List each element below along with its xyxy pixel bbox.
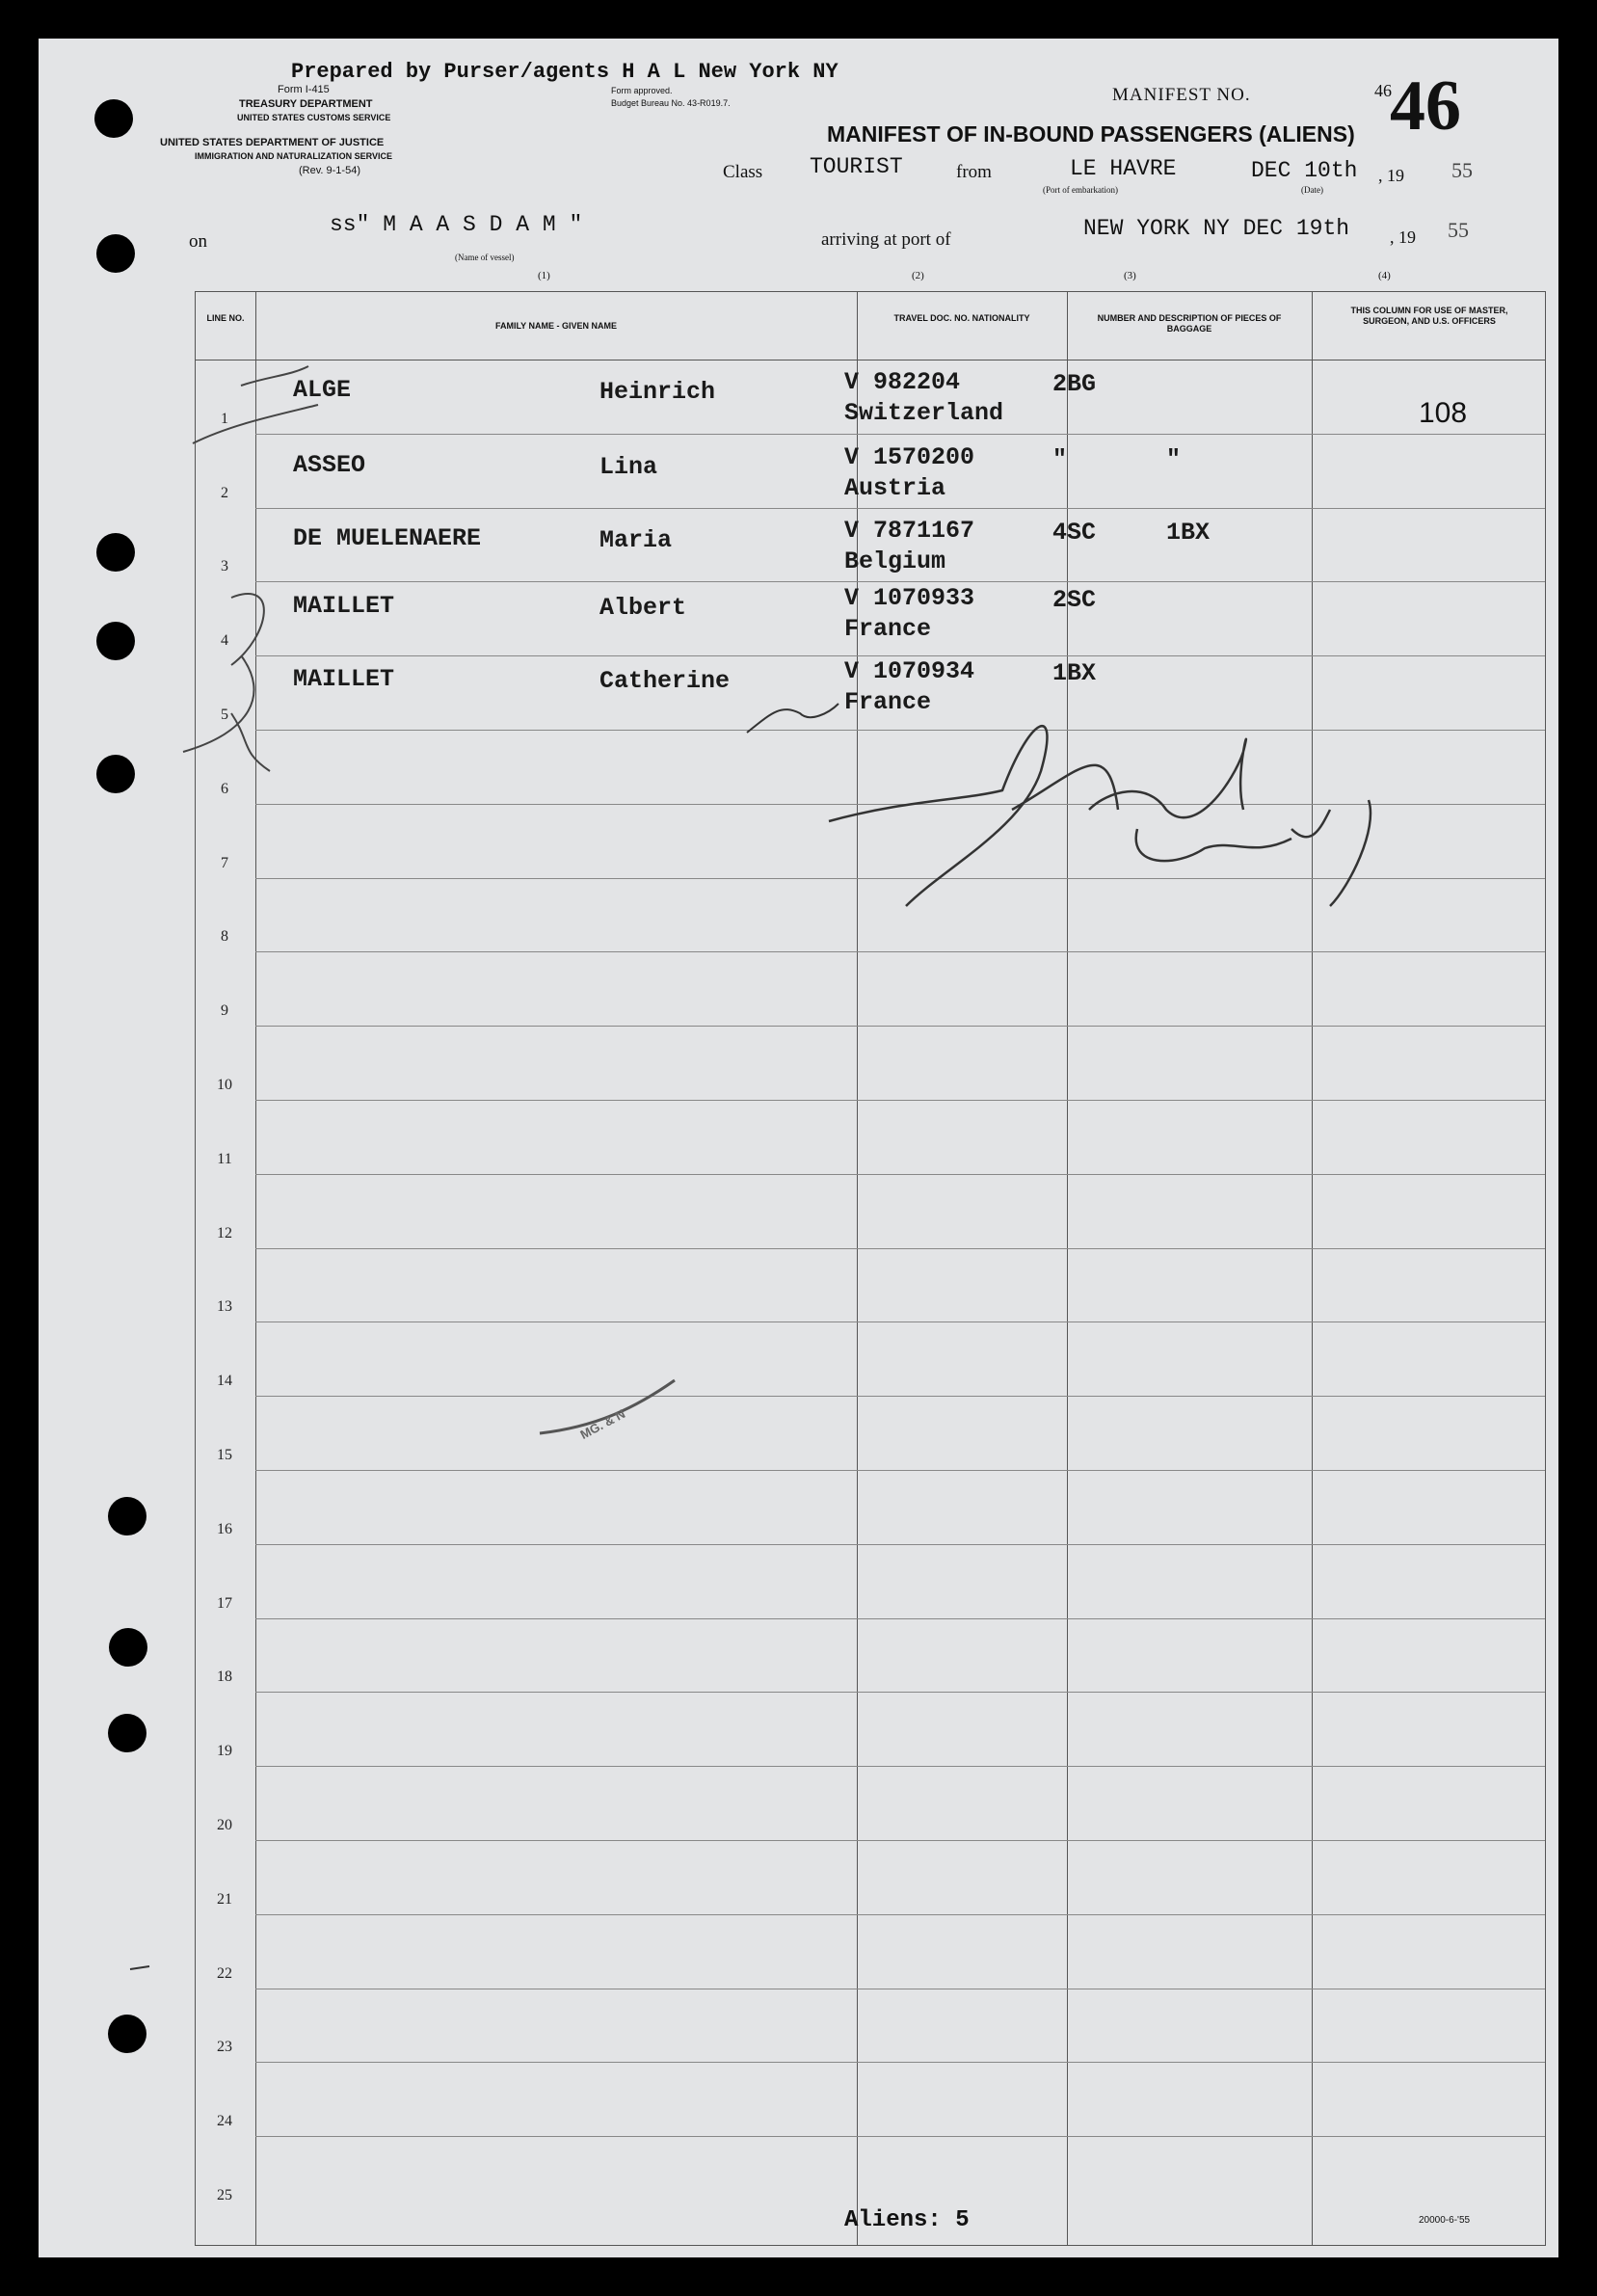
manifest-title: MANIFEST OF IN-BOUND PASSENGERS (ALIENS) bbox=[827, 121, 1355, 147]
line-number: 1 bbox=[221, 410, 228, 427]
given-name: Catherine bbox=[599, 667, 731, 695]
signature bbox=[829, 726, 1371, 906]
nationality: Switzerland bbox=[844, 399, 1004, 427]
arrival-year-prefix: , 19 bbox=[1390, 227, 1416, 247]
line-number: 13 bbox=[217, 1298, 232, 1316]
officer-note: 108 bbox=[1419, 397, 1468, 429]
department-of-justice: UNITED STATES DEPARTMENT OF JUSTICE bbox=[160, 137, 385, 148]
line-number: 19 bbox=[217, 1743, 232, 1760]
line-number: 14 bbox=[217, 1373, 232, 1390]
line-number: 12 bbox=[217, 1224, 232, 1241]
line-number: 16 bbox=[217, 1520, 232, 1537]
family-name: DE MUELENAERE bbox=[293, 524, 482, 552]
customs-service: UNITED STATES CUSTOMS SERVICE bbox=[237, 113, 391, 122]
line-number: 3 bbox=[221, 558, 228, 575]
family-name: ASSEO bbox=[293, 451, 366, 479]
baggage-count: " bbox=[1052, 445, 1068, 473]
pen-mark bbox=[130, 1966, 149, 1969]
line-number: 11 bbox=[217, 1150, 232, 1167]
port-caption: (Port of embarkation) bbox=[1043, 185, 1118, 195]
header-baggage: NUMBER AND DESCRIPTION OF PIECES OF BAGGAGE bbox=[1097, 313, 1282, 334]
line-number: 23 bbox=[217, 2039, 232, 2056]
handwritten-tick bbox=[747, 704, 838, 733]
prepared-by: Prepared by Purser/agents H A L New York NY bbox=[291, 60, 838, 84]
print-code: 20000-6-'55 bbox=[1419, 2215, 1471, 2226]
column-number-4: (4) bbox=[1378, 270, 1391, 281]
class-value: TOURIST bbox=[810, 154, 903, 179]
treasury-department: TREASURY DEPARTMENT bbox=[239, 98, 373, 110]
line-number: 21 bbox=[217, 1890, 232, 1908]
given-name: Lina bbox=[599, 453, 658, 481]
manifest-sheet bbox=[39, 39, 1558, 2257]
nationality: France bbox=[844, 615, 932, 643]
bracket-mark bbox=[183, 366, 318, 771]
header-line-no: LINE NO. bbox=[206, 313, 245, 323]
form-number: Form I-415 bbox=[278, 84, 330, 95]
column-number-1: (1) bbox=[538, 270, 550, 281]
manifest-no-stamp: 46 bbox=[1390, 67, 1461, 146]
line-number: 7 bbox=[221, 854, 228, 871]
date-value: DEC 10th bbox=[1251, 158, 1358, 183]
travel-doc-number: V 1070933 bbox=[844, 584, 975, 612]
family-name: MAILLET bbox=[293, 592, 395, 620]
line-number: 15 bbox=[217, 1447, 232, 1463]
line-number: 8 bbox=[221, 928, 228, 946]
line-number: 22 bbox=[217, 1964, 232, 1982]
baggage-count: 4SC bbox=[1052, 519, 1097, 547]
line-number: 6 bbox=[221, 780, 228, 797]
vessel-value: ss" M A A S D A M " bbox=[330, 212, 583, 237]
baggage-count: 2SC bbox=[1052, 586, 1097, 614]
nationality: France bbox=[844, 688, 932, 716]
given-name: Albert bbox=[599, 594, 687, 622]
given-name: Maria bbox=[599, 526, 673, 554]
date-caption: (Date) bbox=[1301, 185, 1323, 195]
line-number: 25 bbox=[217, 2187, 232, 2203]
travel-doc-number: V 7871167 bbox=[844, 517, 975, 545]
family-name: ALGE bbox=[293, 376, 352, 404]
nationality: Austria bbox=[844, 474, 946, 502]
baggage-count: 2BG bbox=[1052, 370, 1097, 398]
line-number: 20 bbox=[217, 1817, 232, 1833]
column-number-2: (2) bbox=[912, 270, 924, 281]
line-number: 4 bbox=[221, 632, 228, 650]
line-number: 24 bbox=[217, 2113, 232, 2130]
handwritten-marks bbox=[39, 39, 1558, 2257]
line-number: 18 bbox=[217, 1669, 232, 1686]
header-name: FAMILY NAME - GIVEN NAME bbox=[494, 321, 617, 331]
vessel-caption: (Name of vessel) bbox=[455, 253, 515, 262]
arriving-label: arriving at port of bbox=[821, 229, 951, 250]
line-number: 10 bbox=[217, 1077, 232, 1093]
manifest-no-small: 46 bbox=[1374, 81, 1392, 100]
class-label: Class bbox=[723, 162, 763, 182]
family-name: MAILLET bbox=[293, 665, 395, 693]
travel-doc-number: V 1570200 bbox=[844, 443, 975, 471]
line-number: 9 bbox=[221, 1002, 228, 1020]
baggage-count-extra: 1BX bbox=[1166, 519, 1211, 547]
immigration-service: IMMIGRATION AND NATURALIZATION SERVICE bbox=[195, 151, 392, 161]
on-label: on bbox=[189, 231, 207, 252]
aliens-total: Aliens: 5 bbox=[844, 2207, 970, 2233]
from-label: from bbox=[956, 162, 992, 182]
header-travel-doc: TRAVEL DOC. NO. NATIONALITY bbox=[893, 313, 1030, 323]
year-value: 55 bbox=[1451, 158, 1473, 182]
line-number: 17 bbox=[217, 1594, 232, 1612]
baggage-count: 1BX bbox=[1052, 659, 1097, 687]
manifest-no-label: MANIFEST NO. bbox=[1112, 85, 1251, 105]
embossed-stamp: MG. & N bbox=[577, 1406, 628, 1442]
given-name: Heinrich bbox=[599, 378, 716, 406]
port-value: LE HAVRE bbox=[1070, 156, 1177, 181]
travel-doc-number: V 982204 bbox=[844, 368, 961, 396]
form-approved: Form approved. bbox=[611, 86, 673, 95]
budget-bureau: Budget Bureau No. 43-R019.7. bbox=[611, 98, 731, 108]
arrival-value: NEW YORK NY DEC 19th bbox=[1083, 216, 1350, 241]
baggage-count-extra: " bbox=[1166, 445, 1182, 473]
year-prefix: , 19 bbox=[1378, 166, 1404, 185]
nationality: Belgium bbox=[844, 547, 946, 575]
revision-date: (Rev. 9-1-54) bbox=[299, 165, 360, 176]
travel-doc-number: V 1070934 bbox=[844, 657, 975, 685]
line-number: 2 bbox=[221, 484, 228, 501]
arrival-year: 55 bbox=[1448, 218, 1469, 242]
column-number-3: (3) bbox=[1124, 270, 1136, 281]
header-officers: THIS COLUMN FOR USE OF MASTER, SURGEON, AND U.S. OFFICERS bbox=[1350, 306, 1508, 327]
line-number: 5 bbox=[221, 707, 228, 723]
